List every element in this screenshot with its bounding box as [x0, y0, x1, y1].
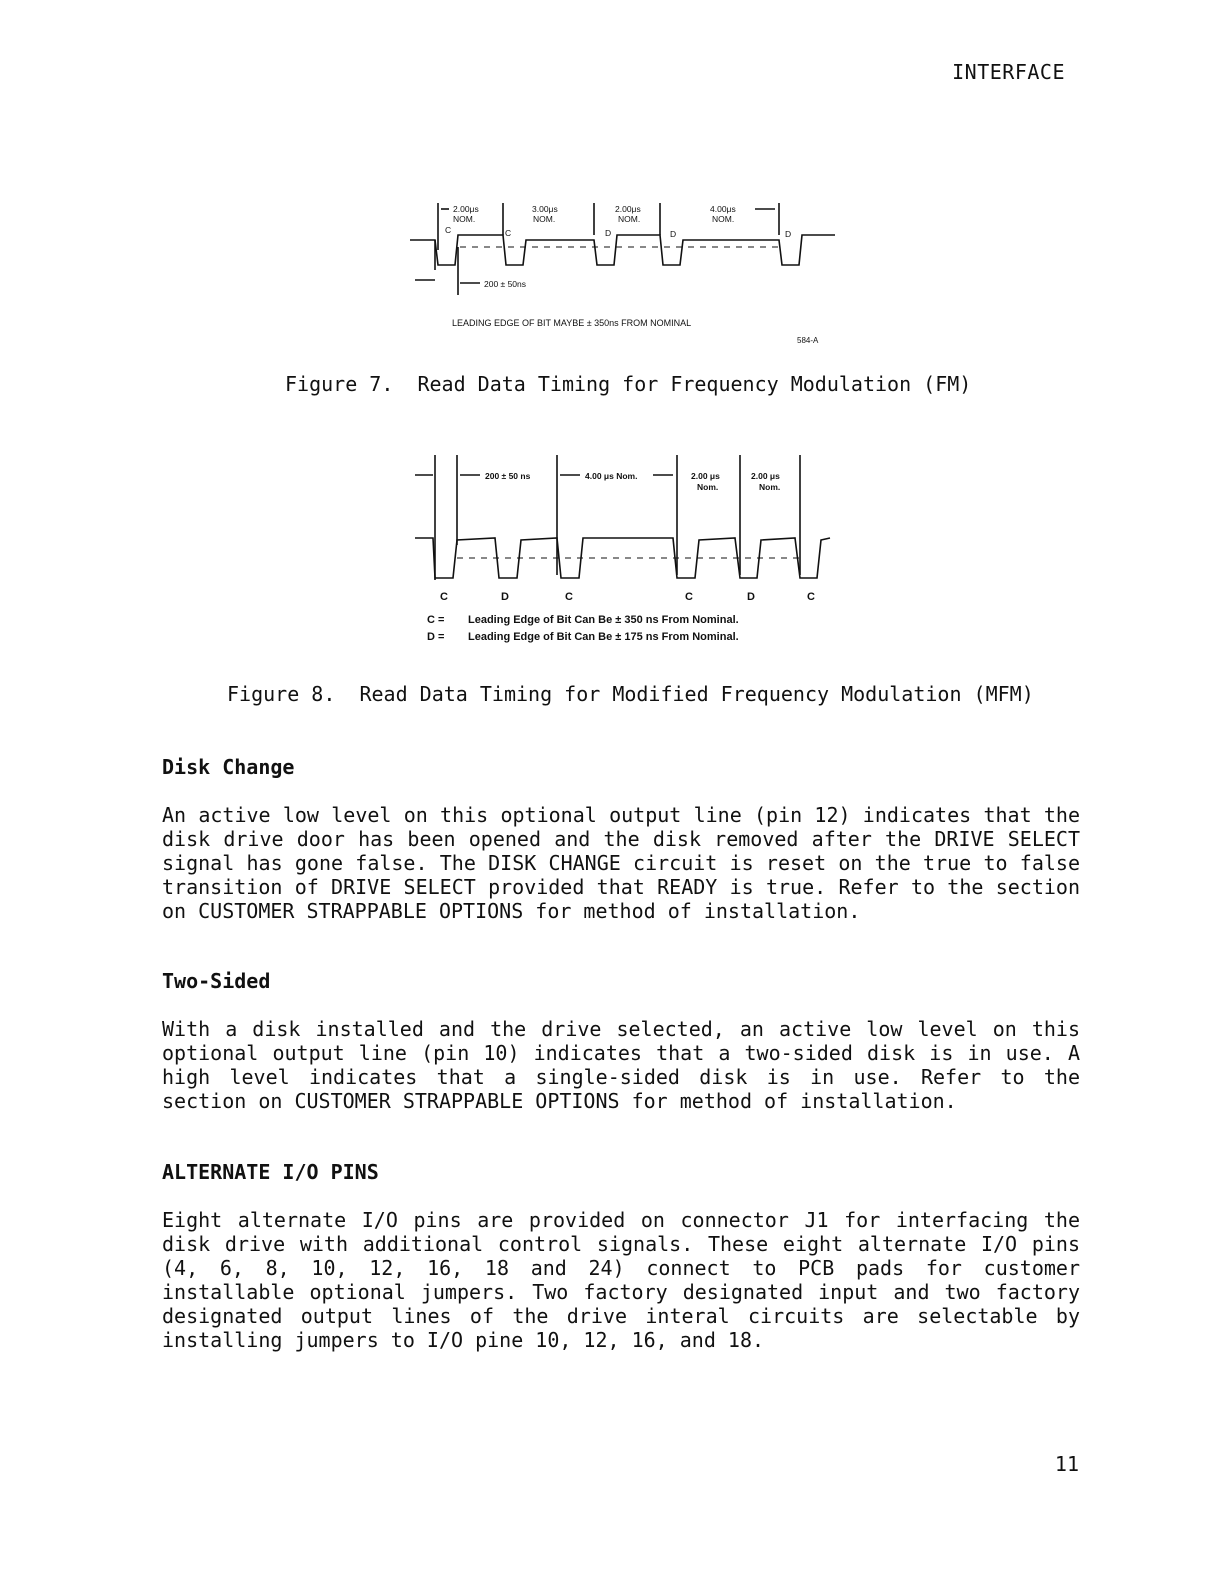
- mfm-marker: D: [501, 591, 509, 603]
- section-body-alternate-io-pins: Eight alternate I/O pins are provided on connector J1 for interfacing the disk drive with additional control signals. These eight alternate I/O pins (4, 6, 8, 10, 12, 16, 18 and 24) connect to PCB pads for customer installable optional jumpers. Two factory designated input and two factory designated output lines of the drive interal circuits are selectable by installing jumpers to I/O pine 10, 12, 16, and 18.: [162, 1208, 1080, 1352]
- fm-interval-label: 2.00μs: [453, 204, 479, 214]
- fm-ref-code: 584-A: [797, 336, 819, 345]
- fm-marker: C: [505, 228, 512, 238]
- section-body-two-sided: With a disk installed and the drive selected, an active low level on this optional output line (pin 10) indicates that a two-sided disk is in use. A high level indicates that a single-sided disk is in use. Refer to the section on CUSTOMER STRAPPABLE OPTIONS for method of installation.: [162, 1017, 1080, 1113]
- page-header: INTERFACE: [952, 60, 1065, 84]
- section-heading-two-sided: Two-Sided: [162, 969, 271, 993]
- fm-marker: D: [605, 228, 612, 238]
- mfm-legend-key: C =: [427, 614, 445, 626]
- fm-marker: D: [785, 229, 792, 239]
- section-heading-disk-change: Disk Change: [162, 755, 295, 779]
- mfm-marker: C: [685, 591, 693, 603]
- mfm-marker: C: [565, 591, 573, 603]
- figure-8-caption: Figure 8. Read Data Timing for Modified Frequency Modulation (MFM): [227, 682, 1034, 706]
- mfm-legend-text: Leading Edge of Bit Can Be ± 175 ns From Nominal.: [468, 631, 739, 643]
- fm-pulse-width-label: 200 ± 50ns: [484, 279, 527, 289]
- fm-timing-diagram: [405, 195, 845, 350]
- section-body-disk-change: An active low level on this optional output line (pin 12) indicates that the disk drive door has been opened and the disk removed after the DRIVE SELECT signal has gone false. The DISK CHANGE circuit is reset on the true to false transition of DRIVE SELECT provided that READY is true. Refer to the section on CUSTOMER STRAPPABLE OPTIONS for method of installation.: [162, 803, 1080, 923]
- mfm-marker: C: [807, 591, 815, 603]
- fm-interval-label: 3.00μs: [532, 204, 558, 214]
- mfm-nom-label: Nom.: [697, 482, 719, 492]
- mfm-nom-label: Nom.: [759, 482, 781, 492]
- mfm-interval-label: 4.00 μs Nom.: [585, 471, 638, 481]
- fm-nom-label: NOM.: [453, 214, 476, 224]
- fm-marker: D: [670, 229, 677, 239]
- mfm-marker: D: [747, 591, 755, 603]
- mfm-waveform: [415, 538, 830, 578]
- mfm-pulse-width-label: 200 ± 50 ns: [485, 471, 531, 481]
- fm-waveform: [410, 235, 835, 265]
- figure-7-caption: Figure 7. Read Data Timing for Frequency Modulation (FM): [285, 372, 972, 396]
- mfm-timing-diagram: [405, 450, 845, 650]
- fm-nom-label: NOM.: [618, 214, 641, 224]
- mfm-legend-text: Leading Edge of Bit Can Be ± 350 ns From Nominal.: [468, 614, 739, 626]
- fm-timing-svg: [405, 195, 845, 350]
- fm-interval-label: 4.00μs: [710, 204, 736, 214]
- mfm-marker: C: [440, 591, 448, 603]
- fm-marker: C: [445, 225, 452, 235]
- mfm-legend-key: D =: [427, 631, 445, 643]
- fm-nom-label: NOM.: [533, 214, 556, 224]
- page-number: 11: [1054, 1452, 1079, 1476]
- section-heading-alternate-io-pins: ALTERNATE I/O PINS: [162, 1160, 379, 1184]
- fm-note: LEADING EDGE OF BIT MAYBE ± 350ns FROM NOMINAL: [452, 318, 692, 328]
- mfm-interval-label: 2.00 μs: [691, 471, 720, 481]
- mfm-interval-label: 2.00 μs: [751, 471, 780, 481]
- fm-interval-label: 2.00μs: [615, 204, 641, 214]
- fm-nom-label: NOM.: [712, 214, 735, 224]
- mfm-timing-svg: [405, 450, 845, 650]
